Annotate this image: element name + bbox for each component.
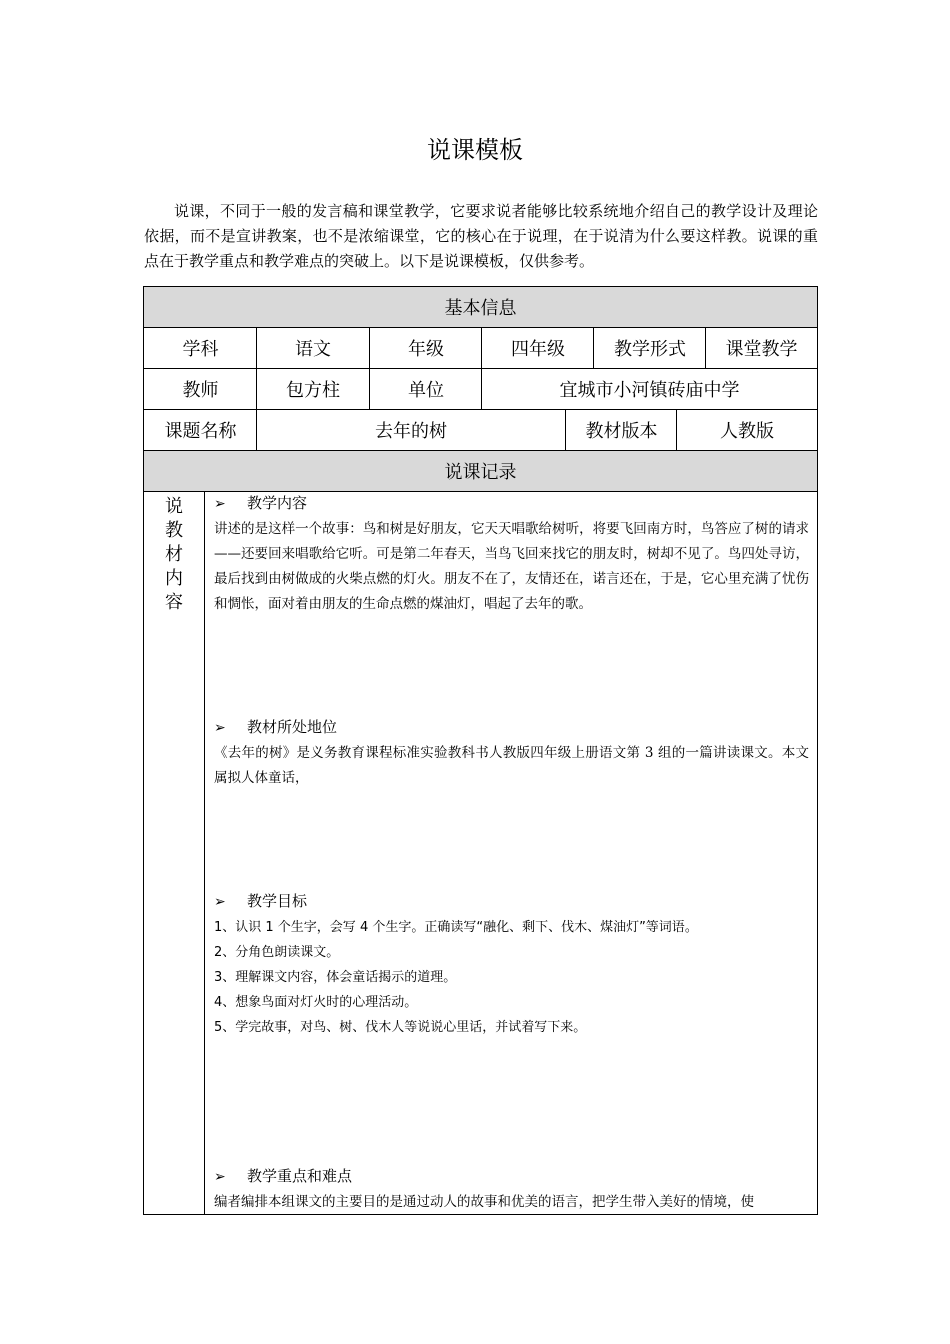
grade-value: 四年级 <box>511 339 565 360</box>
bullet-arrow-icon: ➢ <box>214 1169 226 1185</box>
subject-row <box>143 327 818 369</box>
bullet-arrow-icon: ➢ <box>214 720 226 736</box>
basic-info-header: 基本信息 <box>444 298 517 319</box>
side-label <box>144 491 204 615</box>
section-textbook-position <box>214 715 809 791</box>
section-heading: 教学目标 <box>247 892 308 910</box>
record-header: 说课记录 <box>444 462 517 483</box>
page-title: 说课模板 <box>427 136 523 164</box>
lesson-row <box>143 409 818 451</box>
record-body <box>143 491 818 1215</box>
section-text: 《去年的树》是义务教育课程标准实验教科书人教版四年级上册语文第 3 组的一篇讲读课文。本文属拟人体童话， <box>214 745 809 786</box>
goal-item: 2、分角色朗读课文。 <box>214 945 340 960</box>
basic-info-header-row <box>143 286 818 328</box>
teaching-form-value: 课堂教学 <box>725 339 798 360</box>
section-text: 讲述的是这样一个故事：鸟和树是好朋友，它天天唱歌给树听，将要飞回南方时，鸟答应了树的请求——还要回来唱歌给它听。可是第二年春天，当鸟飞回来找它的朋友时，树却不见了。鸟四处寻访，最后找到由树做成的火柴点燃的灯火。朋友不在了，友情还在，诺言还在，于是，它心里充满了忧伤和惆怅，面对着由朋友的生命点燃的煤油灯，唱起了去年的歌。 <box>214 521 809 612</box>
grade-label: 年级 <box>408 339 444 360</box>
textbook-edition-value: 人教版 <box>720 421 774 442</box>
teacher-label: 教师 <box>182 380 219 401</box>
subject-value: 语文 <box>295 339 331 360</box>
subject-label: 学科 <box>182 339 219 360</box>
goal-item: 4、想象鸟面对灯火时的心理活动。 <box>214 995 418 1010</box>
side-label-char: 说 <box>165 496 183 517</box>
textbook-edition-label: 教材版本 <box>585 421 658 442</box>
section-heading: 教学重点和难点 <box>247 1167 353 1185</box>
teacher-row <box>143 368 818 410</box>
side-label-char: 内 <box>165 568 183 589</box>
record-header-row <box>143 450 818 492</box>
teaching-form-label: 教学形式 <box>614 339 686 360</box>
goal-item: 3、理解课文内容，体会童话揭示的道理。 <box>214 970 457 985</box>
bullet-arrow-icon: ➢ <box>214 496 226 512</box>
unit-label: 单位 <box>408 380 444 401</box>
section-key-difficult-points <box>214 1164 809 1215</box>
goal-item: 5、学完故事，对鸟、树、伐木人等说说心里话，并试着写下来。 <box>214 1020 587 1035</box>
goal-item: 1、认识 1 个生字，会写 4 个生字。正确读写“融化、剩下、伐木、煤油灯”等词语。 <box>214 920 698 935</box>
intro-paragraph: 说课，不同于一般的发言稿和课堂教学，它要求说者能够比较系统地介绍自己的教学设计及理论依据，而不是宣讲教案，也不是浓缩课堂，它的核心在于说理，在于说清为什么要这样教。说课的重点在于教学重点和教学难点的突破上。以下是说课模板，仅供参考。 <box>144 202 818 270</box>
lesson-title-label: 课题名称 <box>164 421 237 442</box>
section-teaching-goals <box>214 889 809 1040</box>
section-text: 编者编排本组课文的主要目的是通过动人的故事和优美的语言，把学生带入美好的情境，使 <box>214 1194 754 1210</box>
side-label-char: 材 <box>165 544 183 565</box>
lesson-title-value: 去年的树 <box>375 421 447 442</box>
teacher-value: 包方柱 <box>286 380 340 401</box>
bullet-arrow-icon: ➢ <box>214 894 226 910</box>
section-heading: 教学内容 <box>247 494 308 512</box>
section-heading: 教材所处地位 <box>247 718 338 736</box>
side-label-char: 容 <box>165 592 183 613</box>
unit-value: 宜城市小河镇砖庙中学 <box>559 380 740 401</box>
section-teaching-content <box>214 491 809 617</box>
side-label-char: 教 <box>165 520 183 541</box>
